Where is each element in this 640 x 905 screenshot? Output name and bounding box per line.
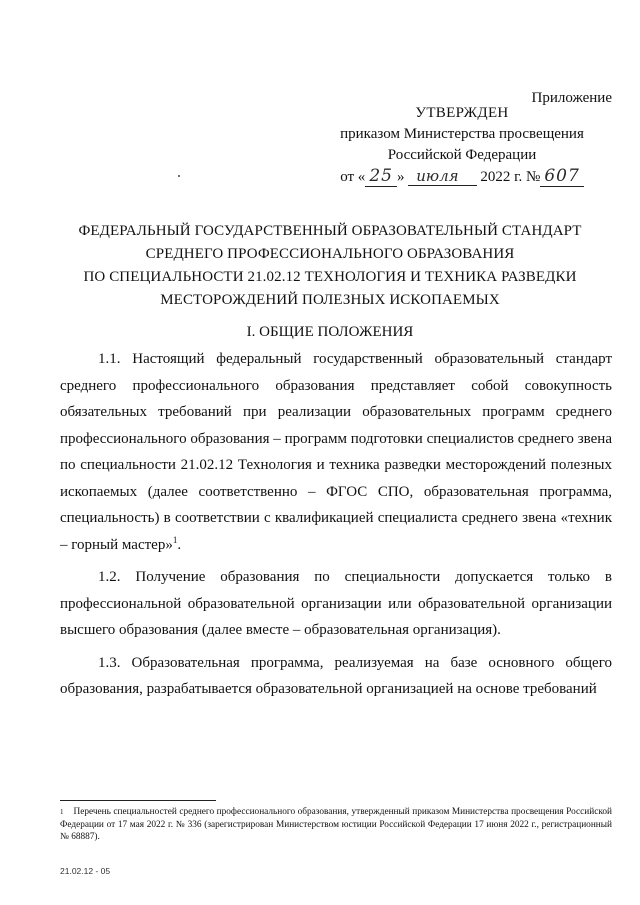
approved-heading: УТВЕРЖДЕН xyxy=(415,105,509,121)
handwritten-day: 25 xyxy=(365,166,397,187)
order-line-2: Российской Федерации xyxy=(387,147,537,163)
order-line-1: приказом Министерства просвещения xyxy=(340,126,584,142)
section-heading: I. ОБЩИЕ ПОЛОЖЕНИЯ xyxy=(246,324,414,340)
date-quote-close: » xyxy=(396,169,405,185)
approval-block xyxy=(330,103,594,188)
document-title xyxy=(60,220,600,312)
footnote xyxy=(60,806,612,844)
footnote-divider xyxy=(60,800,216,801)
paragraph-1-1-text: 1.1. Настоящий федеральный государственный образовательный стандарт среднего профессионального образования представляет собой совокупность обязательных требований при реализации образовательных программ среднего профессионального образования – программ подготовки специалистов среднего звена по специальности 21.02.12 Технология и техника разведки месторождений полезных ископаемых (далее соответственно – ФГОС СПО, образовательная программа, специальность) в соответствии с квалификацией специалиста среднего звена «техник – горный мастер» xyxy=(60,351,612,553)
title-line-2: СРЕДНЕГО ПРОФЕССИОНАЛЬНОГО ОБРАЗОВАНИЯ xyxy=(145,246,515,262)
year-and-number-label: 2022 г. № xyxy=(480,169,541,185)
handwritten-month: июля xyxy=(408,167,476,186)
order-date-line xyxy=(330,166,594,188)
appendix-label: Приложение xyxy=(531,90,612,106)
footnote-ref: 1 xyxy=(172,534,178,545)
title-line-3: ПО СПЕЦИАЛЬНОСТИ 21.02.12 ТЕХНОЛОГИЯ И ТЕХНИКА РАЗВЕДКИ xyxy=(83,269,577,285)
date-prefix: от « xyxy=(340,169,366,185)
scan-speck xyxy=(178,175,180,177)
body-text xyxy=(60,346,612,707)
footnote-mark: 1 xyxy=(60,808,64,816)
footnote-text: Перечень специальностей среднего профессионального образования, утвержденный приказом Министерства просвещения Российской Федерации от 17 мая 2022 г. № 336 (зарегистрирован Министерством юстиции Российской Федерации 17 июня 2022 г., регистрационный № 68887). xyxy=(60,807,612,842)
title-line-1: ФЕДЕРАЛЬНЫЙ ГОСУДАРСТВЕННЫЙ ОБРАЗОВАТЕЛЬНЫЙ СТАНДАРТ xyxy=(78,223,582,239)
paragraph-1-2: 1.2. Получение образования по специальности допускается только в профессиональной образовательной организации или образовательной организации высшего образования (далее вместе – образовательная организация). xyxy=(60,569,612,638)
handwritten-order-number: 607 xyxy=(540,166,583,187)
paragraph-1-3: 1.3. Образовательная программа, реализуемая на базе основного общего образования, разрабатывается образовательной организацией на основе требований xyxy=(60,654,612,697)
title-line-4: МЕСТОРОЖДЕНИЙ ПОЛЕЗНЫХ ИСКОПАЕМЫХ xyxy=(160,292,500,308)
document-code: 21.02.12 - 05 xyxy=(60,866,111,876)
paragraph-1-1: 1.1. Настоящий федеральный государственный образовательный стандарт среднего профессионального образования представляет собой совокупность обязательных требований при реализации образовательных программ среднего профессионального образования – программ подготовки специалистов среднего звена по специальности 21.02.12 Технология и техника разведки месторождений полезных ископаемых (далее соответственно – ФГОС СПО, образовательная программа, специальность) в соответствии с квалификацией специалиста среднего звена «техник – горный мастер»$^1$. xyxy=(60,351,612,553)
